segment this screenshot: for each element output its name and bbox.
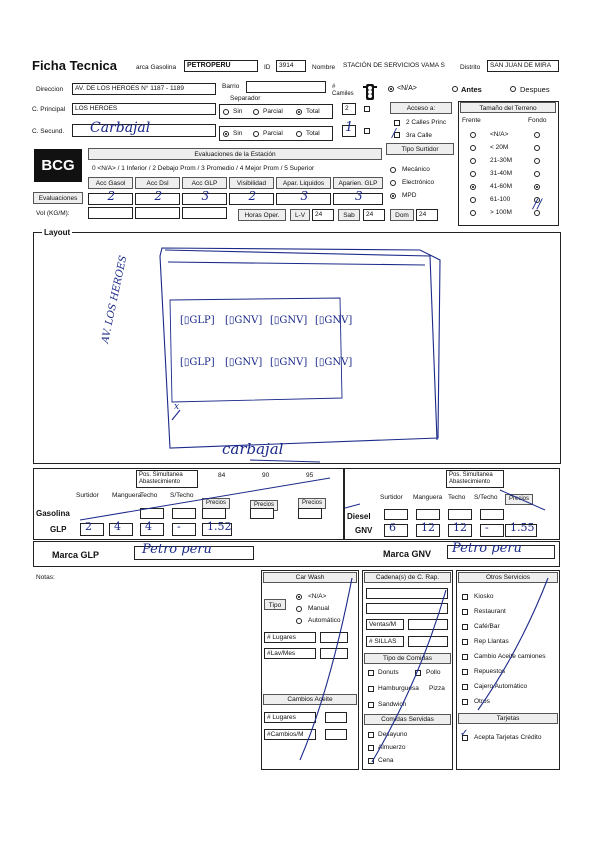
eval-button-0[interactable]: Acc Gasol [88,177,133,189]
otros-item-1: Restaurant [474,608,506,615]
terrain-option-6: > 100M [490,209,512,216]
gnv-value-0: 6 [389,521,396,534]
glp-row-label: GLP [50,525,67,534]
pump-header-left-0: Surtidor [76,492,99,499]
gnv-value-1: 12 [421,521,435,534]
marca-glp-label: Marca GLP [52,550,100,560]
nombre-label: Nombre [312,64,336,71]
otros-item-2: Café/Bar [474,623,500,630]
carwash-tipo-button: Tipo [264,599,286,610]
ventas-field[interactable]: Ventas/M [366,619,404,630]
sab-button: Sab [338,209,360,221]
timing-na-label: <N/A> [397,85,417,92]
sep-parcial-label: Parcial [263,108,283,115]
marca-gnv-handwritten: Petro peru [452,541,522,556]
pump-6: [▯GNV] [270,357,308,368]
pump-header-right-2: Techo [448,494,466,501]
street-bottom-label: carbajal [222,440,284,458]
octane-90: 90 [262,472,270,479]
distrito-label: Distrito [460,64,481,71]
desayuno-label: Desayuno [378,731,408,738]
eval-button-5[interactable]: Aparien. GLP [333,177,383,189]
pump-3: [▯GNV] [315,315,353,326]
pump-7: [▯GNV] [315,357,353,368]
cprincipal-field[interactable]: LOS HEROES [72,103,216,115]
tercera-check-mark: / [392,126,397,140]
gasolina-label: arca Gasolina [136,64,177,71]
pump-header-right-0: Surtidor [380,494,403,501]
pump-5: [▯GNV] [225,357,263,368]
pump-header-left-2: Techo [140,492,158,499]
page-title: Ficha Tecnica [32,58,118,73]
cprincipal-label: C. Principal [32,106,66,113]
corner-mark: x [174,402,180,412]
pollo-label: Pollo [426,669,441,676]
sep2-parcial-label: Parcial [263,130,283,137]
timing-despues-label: Despues [520,85,550,94]
pump-header-left-1: Manguera [112,492,142,499]
sep-sin-label: Sin [233,108,243,115]
terrain-option-4: 41-60M [490,183,513,190]
carwash-lugares-field[interactable]: # Lugares [264,632,316,643]
servidas-title: Comidas Servidas [364,714,451,725]
gnv-value-4: 1.55 [510,521,535,534]
carwash-manual-label: Manual [308,605,330,612]
terrain-option-5: 61-100 [490,196,511,203]
sillas-field[interactable]: # SILLAS [366,636,404,647]
evaluaciones-title: Evaluaciones de la Estación [88,148,382,160]
almuerzo-label: Almuerzo [378,744,406,751]
carwash-na-label: <N/A> [308,593,327,600]
carwash-auto-label: Automático [308,617,341,624]
glp-value-4: 1.52 [207,520,232,533]
eval-score-4: 3 [300,189,309,203]
sandwich-label: Sandwich [378,701,407,708]
dom-button: Dom [390,209,414,221]
separador-label: Separador [230,95,261,102]
octane-95: 95 [306,472,314,479]
acceso-button[interactable]: Acceso a: [390,102,452,114]
surtidor-mpd-label: MPD [402,192,417,199]
gasolina-field[interactable]: PETROPERU [184,60,258,72]
sep-total-label: Total [306,108,320,115]
gasolina-row-label: Gasolina [36,509,70,518]
eval-score-0: 2 [107,189,116,203]
carwash-lavmes-field[interactable]: #Lav/Mes [264,648,316,659]
precios-btn-0: Precios [202,498,230,509]
pump-header-right-3: S/Techo [474,494,498,501]
horas-oper-button: Horas Oper. [238,209,286,221]
tercera-calle-label: 3ra Calle [406,132,433,139]
glp-value-1: 4 [114,520,121,533]
frente-label: Frente [462,117,481,124]
pump-4: [▯GLP] [180,357,215,368]
otros-item-6: Cajero Automático [474,683,528,690]
otros-title: Otros Servicios [458,572,558,583]
sep2-total-label: Total [306,130,320,137]
street-left-label: AV. LOS HEROES [100,254,130,345]
vol-label: Vol (KG/M): [36,210,70,217]
direccion-field[interactable]: AV. DE LOS HEROES N° 1187 - 1189 [72,83,216,95]
diesel-row-label: Diesel [347,512,371,521]
pump-0: [▯GLP] [180,315,215,326]
terrain-option-0: <N/A> [490,131,509,138]
otros-item-4: Cambio Aceite camiones [474,653,546,660]
evaluaciones-button[interactable]: Evaluaciones [33,192,83,204]
terrain-option-2: 21-30M [490,157,513,164]
notes-label: Notas: [36,574,55,581]
eval-button-2[interactable]: Acc GLP [182,177,227,189]
pump-1: [▯GNV] [225,315,263,326]
tarjetas-check-mark: ✓ [460,728,469,739]
distrito-field[interactable]: SAN JUAN DE MIRA [487,60,559,72]
hamburguesa-label: Hamburguesa [378,685,419,692]
evaluation-scale: 0 <N/A> / 1 Inferior / 2 Debajo Prom / 3 Promedio / 4 Mejor Prom / 5 Superior [92,165,315,172]
camiles-field[interactable]: 2 [342,103,356,115]
timing-antes-label: Antes [461,85,482,94]
terrain-title: Tamaño del Terreno [460,102,556,113]
marca-glp-handwritten: Petro peru [142,542,212,557]
glp-value-0: 2 [85,520,92,533]
cambios-lugares-field[interactable]: # Lugares [264,712,316,723]
cadena-title: Cadena(s) de C. Rap. [364,572,451,583]
donuts-label: Donuts [378,669,399,676]
otros-item-5: Repuestos [474,668,506,675]
id-field[interactable]: 3914 [276,60,306,72]
tarjetas-label: Acepta Tarjetas Crédito [474,734,542,741]
carwash-title: Car Wash [263,572,357,583]
pos-label-left: Pos. Simultanea Abastecimiento [139,472,183,485]
pump-header-left-3: S/Techo [170,492,194,499]
surtidor-electronico-label: Electrónico [402,179,435,186]
eval-button-1[interactable]: Acc Dsl [135,177,180,189]
otros-item-0: Kiosko [474,593,494,600]
surtidor-mecanico-label: Mecánico [402,166,430,173]
precios-btn-3: Precios [505,494,533,505]
precios-btn-2: Precios [298,498,326,509]
dom-field[interactable]: 24 [416,209,438,221]
camiles-label: # Camiles [332,84,354,97]
sab-field[interactable]: 24 [363,209,385,221]
eval-score-5: 3 [355,189,363,203]
id-label: ID [264,64,271,71]
cena-label: Cena [378,757,394,764]
dos-calles-label: 2 Calles Princ [406,119,447,126]
pizza-label: Pizza [429,685,445,692]
gnv-value-3: - [485,521,489,534]
tipo-surtidor-button[interactable]: Tipo Surtidor [386,143,454,155]
csecund-handwritten: Carbajal [90,120,151,136]
gnv-value-2: 12 [453,521,467,534]
cambios-title: Cambios Aceite [263,694,357,705]
eval-score-2: 3 [201,189,210,203]
barrio-label: Barrio [222,83,240,90]
bcg-logo: BCG [34,149,82,182]
sep2-sin-label: Sin [233,130,243,137]
terrain-hand-mark: // [533,197,542,212]
glp-value-3: - [177,520,181,533]
otros-item-7: Otros [474,698,490,705]
eval-score-3: 2 [248,189,257,203]
terrain-option-3: 31-40M [490,170,513,177]
pos-label-right: Pos. Simultanea Abastecimiento [449,472,493,485]
cambios-mes-field[interactable]: #Cambios/M [264,729,316,740]
pump-2: [▯GNV] [270,315,308,326]
tarjetas-title: Tarjetas [458,713,558,724]
eval-button-3[interactable]: Visibilidad [229,177,274,189]
marca-gnv-label: Marca GNV [383,549,432,559]
gnv-row-label: GNV [355,526,373,535]
direccion-label: Direccion [36,86,64,93]
csecund-label: C. Secund. [32,128,65,135]
nombre-field[interactable]: STACIÓN DE SERVICIOS VAMA S [340,60,458,72]
glp-value-2: 4 [145,520,152,533]
eval-score-1: 2 [154,189,163,203]
otros-item-3: Rep Llantas [474,638,509,645]
fondo-label: Fondo [528,117,547,124]
layout-title: Layout [44,228,71,237]
lv-button: L-V [290,209,310,221]
tipo-comidas-title: Tipo de Comidas [364,653,451,664]
terrain-option-1: < 20M [490,144,509,151]
eval-button-4[interactable]: Apar. Liquidos [276,177,331,189]
precios-btn-1: Precios [250,500,278,511]
lv-field[interactable]: 24 [312,209,334,221]
pump-header-right-1: Manguera [413,494,443,501]
camiles-hand-mark: 1 [345,120,354,135]
octane-84: 84 [218,472,226,479]
